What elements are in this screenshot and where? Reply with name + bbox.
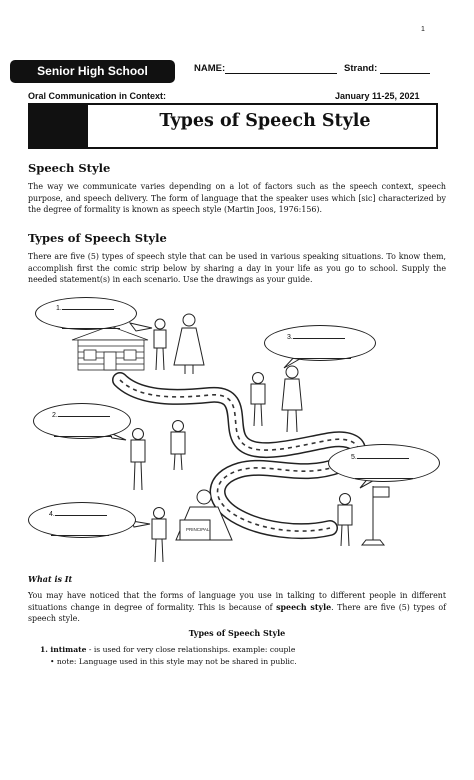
list-item-1-note-text: note: Language used in this style may not be shared in public. <box>56 657 297 666</box>
bubble-2-blank[interactable] <box>58 410 110 417</box>
podium-label: PRINCIPAL <box>186 527 210 532</box>
page-title: Types of Speech Style <box>159 111 371 131</box>
speech-bubble-4[interactable] <box>28 502 136 538</box>
bubble-4-number: 4. <box>49 511 55 518</box>
what-is-it-text-2: . There are five (5) types of speech style. <box>28 602 446 624</box>
bubble-1-blank-2[interactable] <box>62 322 120 329</box>
list-item-1-text: - is used for very close relationships. example: couple <box>86 645 296 654</box>
types-list-title: Types of Speech Style <box>188 628 286 638</box>
student-at-school-figure <box>154 319 166 370</box>
two-students-figure <box>251 366 302 432</box>
bullet-icon: • <box>50 657 55 666</box>
what-is-it-paragraph <box>28 590 446 625</box>
mother-figure <box>174 314 204 374</box>
speech-bubble-5[interactable] <box>328 444 440 482</box>
bubble-2-number: 2. <box>52 412 58 419</box>
section-speech-style <box>28 161 110 175</box>
name-blank[interactable] <box>225 63 337 74</box>
strand-field[interactable] <box>344 63 430 74</box>
types-paragraph: There are five (5) types of speech style that can be used in various speaking situations. To know them, accomplish first the comic strip below by sharing a day in your life as you go to school. Supply the needed statement(s) in each scenario. Use the drawings as your guide. <box>28 252 446 285</box>
school-level-banner: Senior High School <box>10 60 175 83</box>
page-number: 1 <box>421 26 425 33</box>
types-heading: Types of Speech Style <box>28 231 167 245</box>
students-talking-figure <box>131 421 185 491</box>
bubble-3-number: 3. <box>287 334 293 341</box>
list-item-1-note <box>50 657 297 666</box>
bubble-5-number: 5. <box>351 454 357 461</box>
bubble-5-blank-2[interactable] <box>355 472 413 479</box>
bubble-2-blank-2[interactable] <box>54 430 112 437</box>
list-item-intimate <box>40 645 295 654</box>
course-label: Oral Communication in Context: <box>28 91 167 101</box>
speech-style-paragraph: The way we communicate varies depending on a lot of factors such as the speech context, speech purpose, and speech delivery. The form of language that the speaker uses which [sic] characterized by the degree of formality is known as speech style (Martin Joos, 1976:156). <box>28 182 446 215</box>
strand-blank[interactable] <box>380 63 430 74</box>
speech-style-heading: Speech Style <box>28 161 111 175</box>
date-range: January 11-25, 2021 <box>335 91 420 101</box>
list-item-1-number: 1. <box>40 645 48 654</box>
bubble-3-blank[interactable] <box>293 332 345 339</box>
name-label: NAME: <box>194 63 226 74</box>
bubble-4-blank-2[interactable] <box>51 529 109 536</box>
strand-label: Strand: <box>344 63 378 74</box>
what-is-it-heading: What is It <box>28 574 73 584</box>
bubble-1-blank[interactable] <box>62 303 114 310</box>
bubble-5-blank[interactable] <box>357 452 409 459</box>
what-is-it-text-1: You may have noticed that the forms of language you use in talking to different people in different situations change in degree of formality. This is because of <box>28 591 446 612</box>
speech-bubble-3[interactable] <box>264 325 376 361</box>
list-item-1-term: intimate <box>50 645 87 654</box>
student-greeting-principal-figure <box>152 508 166 563</box>
speech-bubble-1[interactable] <box>35 297 137 330</box>
bubble-1-number: 1. <box>56 305 62 312</box>
bubble-3-blank-2[interactable] <box>293 352 351 359</box>
title-black-block <box>30 105 88 147</box>
section-types <box>28 231 167 245</box>
bubble-1-tail <box>130 323 152 331</box>
bubble-4-blank[interactable] <box>55 509 107 516</box>
flag-ceremony-figure <box>338 486 389 546</box>
speech-style-bold-term: speech style <box>276 602 332 612</box>
name-field[interactable] <box>194 63 337 74</box>
speech-bubble-2[interactable] <box>33 403 131 439</box>
